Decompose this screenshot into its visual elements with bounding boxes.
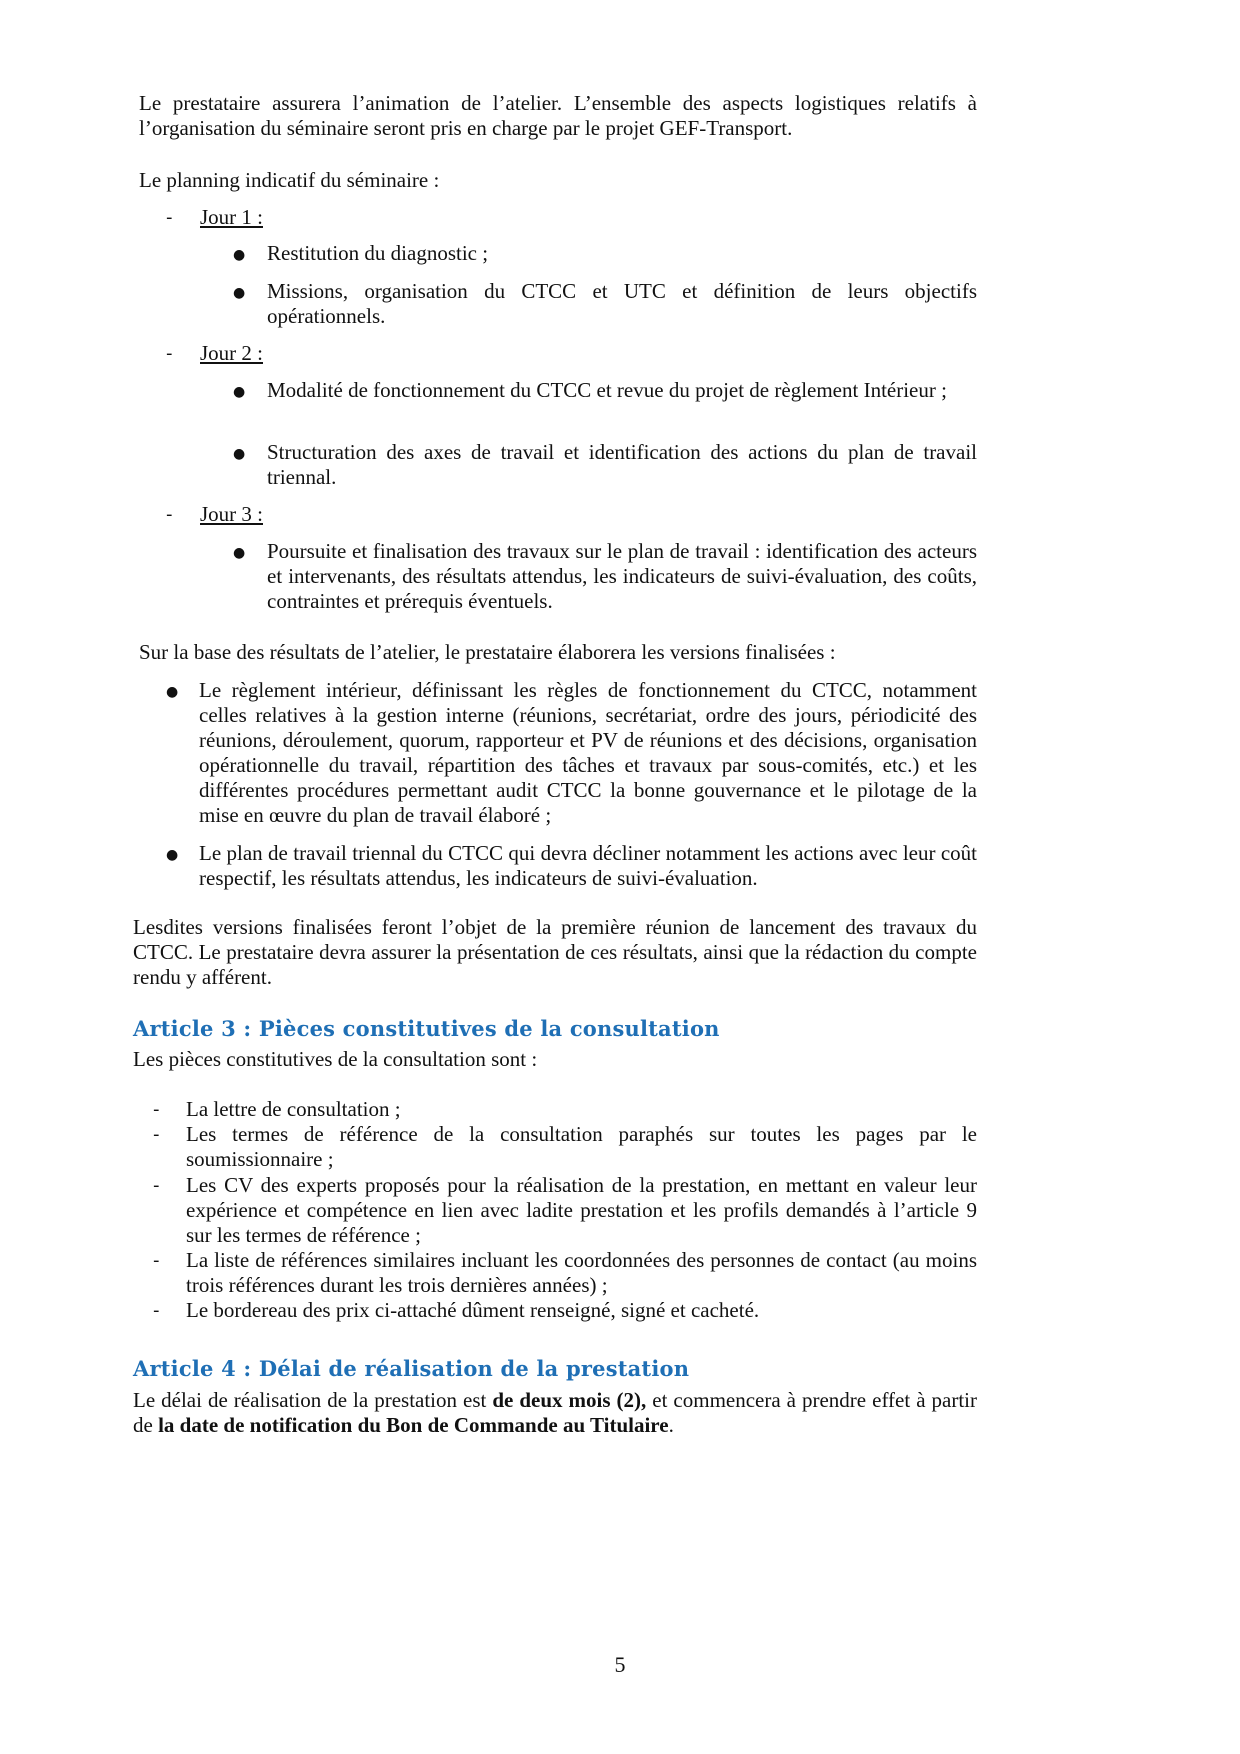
article-4-start-date: la date de notification du Bon de Commande au Titulaire	[158, 1413, 669, 1437]
dash-icon: -	[166, 207, 173, 228]
dash-icon: -	[166, 504, 173, 525]
article-3-item-3: Les CV des experts proposés pour la réalisation de la prestation, en mettant en valeur leur expérience et compétence en lien avec ladite prestation et les profils demandés à l’article 9 sur les termes de référence ;	[186, 1173, 977, 1247]
article-4-duration: de deux mois (2),	[492, 1388, 647, 1412]
day-1-item-1: Restitution du diagnostic ;	[267, 241, 489, 265]
bullet-icon: ●	[233, 446, 246, 462]
day-2-item-1: Modalité de fonctionnement du CTCC et revue du projet de règlement Intérieur ;	[267, 378, 947, 402]
dash-icon: -	[166, 343, 173, 364]
dash-icon: -	[153, 1300, 160, 1321]
finalized-label: Sur la base des résultats de l’atelier, le prestataire élaborera les versions finalisées :	[139, 640, 836, 664]
article-4-heading: Article 4 : Délai de réalisation de la prestation	[133, 1356, 690, 1381]
finalized-closing: Lesdites versions finalisées feront l’objet de la première réunion de lancement des travaux du CTCC. Le prestataire devra assurer la présentation de ces résultats, ainsi que la rédaction du compte rendu y afférent.	[133, 915, 977, 989]
day-2-title: Jour 2 :	[200, 341, 263, 365]
dash-icon: -	[153, 1124, 160, 1145]
article-3-item-2: Les termes de référence de la consultation paraphés sur toutes les pages par le soumissionnaire ;	[186, 1122, 977, 1171]
planning-label: Le planning indicatif du séminaire :	[139, 168, 440, 192]
article-3-item-5: Le bordereau des prix ci-attaché dûment renseigné, signé et cacheté.	[186, 1298, 760, 1322]
bullet-icon: ●	[233, 384, 246, 400]
day-1-item-2: Missions, organisation du CTCC et UTC et définition de leurs objectifs opérationnels.	[267, 279, 977, 328]
article-3-intro: Les pièces constitutives de la consultation sont :	[133, 1047, 538, 1071]
dash-icon: -	[153, 1250, 160, 1271]
dash-icon: -	[153, 1099, 160, 1120]
finalized-item-2: Le plan de travail triennal du CTCC qui devra décliner notamment les actions avec leur coût respectif, les résultats attendus, les indicateurs de suivi-évaluation.	[199, 841, 977, 890]
bullet-icon: ●	[166, 847, 179, 863]
article-3-item-1: La lettre de consultation ;	[186, 1097, 401, 1121]
day-1-title: Jour 1 :	[200, 205, 263, 229]
day-3-item-1: Poursuite et finalisation des travaux sur le plan de travail : identification des acteurs et intervenants, des résultats attendus, les indicateurs de suivi-évaluation, des coûts, contraintes et prérequis éventuels.	[267, 539, 977, 613]
day-2-item-2: Structuration des axes de travail et identification des actions du plan de travail triennal.	[267, 440, 977, 489]
bullet-icon: ●	[233, 247, 246, 263]
page-number: 5	[614, 1652, 626, 1677]
article-4-text-3: .	[668, 1413, 674, 1437]
bullet-icon: ●	[233, 285, 246, 301]
finalized-item-1: Le règlement intérieur, définissant les règles de fonctionnement du CTCC, notamment celles relatives à la gestion interne (réunions, secrétariat, ordre des jours, périodicité des réunions, déroulement, quorum, rapporteur et PV de réunions et des décisions, organisation opérationnelle du travail, répartition des tâches et travaux par sous-comités, etc.) et les différentes procédures permettant audit CTCC la bonne gouvernance et le pilotage de la mise en œuvre du plan de travail élaboré ;	[199, 678, 977, 827]
dash-icon: -	[153, 1175, 160, 1196]
intro-paragraph: Le prestataire assurera l’animation de l’atelier. L’ensemble des aspects logistiques relatifs à l’organisation du séminaire seront pris en charge par le projet GEF-Transport.	[139, 91, 977, 140]
article-4-text-2: et commencera à prendre effet à partir de	[133, 1388, 977, 1437]
day-3-title: Jour 3 :	[200, 502, 263, 526]
bullet-icon: ●	[166, 684, 179, 700]
article-4-paragraph	[133, 1388, 977, 1438]
article-3-item-4: La liste de références similaires incluant les coordonnées des personnes de contact (au moins trois références durant les trois dernières années) ;	[186, 1248, 977, 1297]
article-4-text-1: Le délai de réalisation de la prestation est	[133, 1388, 493, 1412]
bullet-icon: ●	[233, 545, 246, 561]
article-3-heading: Article 3 : Pièces constitutives de la consultation	[133, 1016, 720, 1041]
